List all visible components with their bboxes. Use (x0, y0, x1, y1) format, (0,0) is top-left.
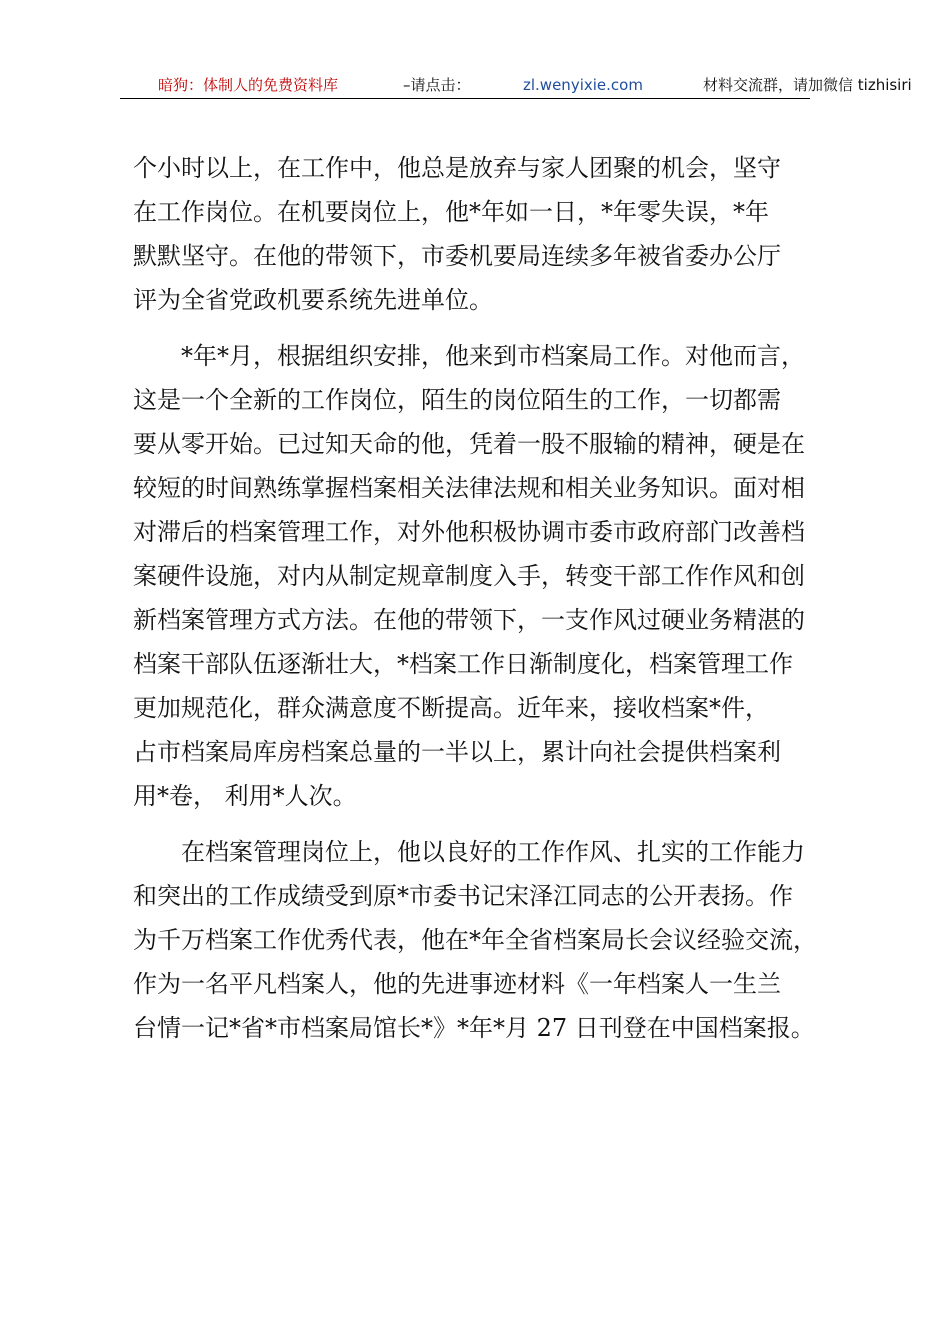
header-group-text: 材料交流群，请加微信 tizhisiri (703, 76, 912, 94)
text-line: 新档案管理方式方法。在他的带领下，一支作风过硬业务精湛的 (133, 606, 805, 634)
text-line: 默默坚守。在他的带领下，市委机要局连续多年被省委办公厅 (133, 242, 781, 270)
paragraph (133, 830, 833, 1050)
header-site-name: 暗狗：体制人的免费资料库 (158, 76, 339, 94)
text-line: 作为一名平凡档案人，他的先进事迹材料《一年档案人一生兰 (133, 970, 781, 998)
text-line: 在档案管理岗位上，他以良好的工作作风、扎实的工作能力 (133, 838, 805, 866)
text-line: 台情一记*省*市档案局馆长*》*年*月 27 日刊登在中国档案报。 (133, 1014, 815, 1042)
text-line: 较短的时间熟练掌握档案相关法律法规和相关业务知识。面对相 (133, 474, 805, 502)
header-link[interactable]: zl.wenyixie.com (523, 76, 643, 94)
paragraph (133, 146, 833, 322)
text-line: 在工作岗位。在机要岗位上，他*年如一日，*年零失误，*年 (133, 198, 769, 226)
text-line: 和突出的工作成绩受到原*市委书记宋泽江同志的公开表扬。作 (133, 882, 793, 910)
page-header (120, 74, 912, 99)
text-line: *年*月，根据组织安排，他来到市档案局工作。对他而言， (133, 342, 805, 370)
text-line: 对滞后的档案管理工作，对外他积极协调市委市政府部门改善档 (133, 518, 805, 546)
paragraph (133, 334, 833, 818)
text-line: 档案干部队伍逐渐壮大，*档案工作日渐制度化，档案管理工作 (133, 650, 793, 678)
text-line: 要从零开始。已过知天命的他，凭着一股不服输的精神，硬是在 (133, 430, 805, 458)
document-body (133, 146, 833, 1050)
header-click-prompt: –请点击： (403, 76, 471, 94)
text-line: 占市档案局库房档案总量的一半以上，累计向社会提供档案利 (133, 738, 781, 766)
text-line: 个小时以上，在工作中，他总是放弃与家人团聚的机会，坚守 (133, 154, 781, 182)
text-line: 为千万档案工作优秀代表，他在*年全省档案局长会议经验交流， (133, 926, 817, 954)
text-line: 这是一个全新的工作岗位，陌生的岗位陌生的工作，一切都需 (133, 386, 781, 414)
text-line: 用*卷， 利用*人次。 (133, 782, 357, 810)
text-line: 更加规范化，群众满意度不断提高。近年来，接收档案*件， (133, 694, 769, 722)
text-line: 评为全省党政机要系统先进单位。 (133, 286, 493, 314)
text-line: 案硬件设施，对内从制定规章制度入手，转变干部工作作风和创 (133, 562, 805, 590)
